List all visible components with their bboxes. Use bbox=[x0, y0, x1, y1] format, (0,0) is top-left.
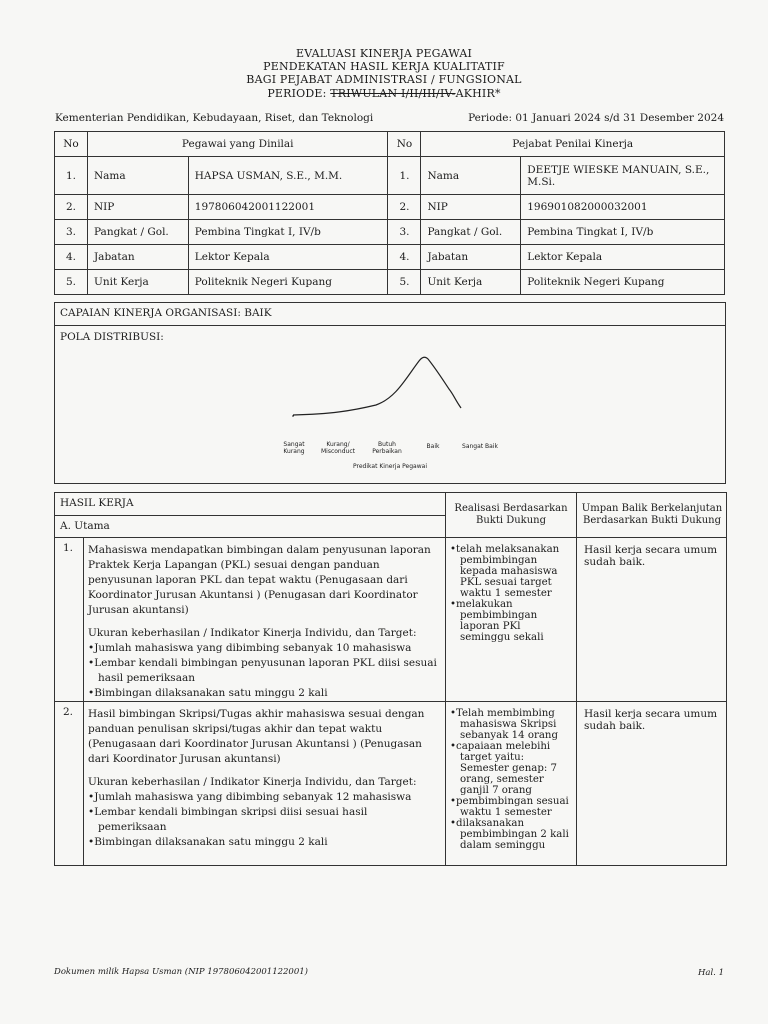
realisasi: • capaiaan melebihi target yaitu: Semester genap: 7 orang, semester ganjil 7 orang bbox=[450, 741, 572, 796]
item-description: Hasil bimbingan Skripsi/Tugas akhir mahasiswa sesuai dengan panduan penulisan skripsi/tugas akhir dan tepat waktu (Penugasaan dari Koordinator Jurusan Akuntansi ) (Penugasan dari Koordinator Jurusan akuntansi) bbox=[88, 708, 425, 765]
item-realisasi bbox=[450, 544, 572, 643]
pola-label: POLA DISTRIBUSI: bbox=[60, 331, 164, 343]
row-value-2: DEETJE WIESKE MANUAIN, S.E., M.Si. bbox=[521, 157, 725, 195]
item-ukuran: Ukuran keberhasilan / Indikator Kinerja Individu, dan Target: bbox=[88, 627, 417, 639]
realisasi: • melakukan pembimbingan laporan PKl seminggu sekali bbox=[450, 599, 572, 643]
col-pegawai: Pegawai yang Dinilai bbox=[87, 132, 388, 157]
item-no: 2. bbox=[63, 706, 74, 718]
capaian-label: CAPAIAN KINERJA ORGANISASI: BAIK bbox=[60, 307, 272, 319]
row-label: Jabatan bbox=[87, 245, 188, 270]
identity-table bbox=[54, 131, 725, 295]
period-range: Periode: 01 Januari 2024 s/d 31 Desember 2024 bbox=[468, 112, 724, 124]
table-row bbox=[55, 157, 725, 195]
realisasi: • pembimbingan sesuai waktu 1 semester bbox=[450, 796, 572, 818]
table-row bbox=[55, 245, 725, 270]
row-no: 5. bbox=[55, 270, 88, 295]
row-no-2: 3. bbox=[388, 220, 421, 245]
identity-header-row bbox=[55, 132, 725, 157]
item-description: Mahasiswa mendapatkan bimbingan dalam penyusunan laporan Praktek Kerja Lapangan (PKL) sesuai dengan panduan penyusunan laporan PKL dan tepat waktu (Penugasaan dari Koordinator Jurusan Akuntansi ) (Penugasan dari Koordinator Jurusan akuntansi) bbox=[88, 544, 431, 616]
col-divider bbox=[445, 493, 446, 865]
item-realisasi bbox=[450, 708, 572, 851]
ministry-name: Kementerian Pendidikan, Kebudayaan, Riset, dan Teknologi bbox=[55, 112, 374, 124]
hasil-kerja-title: HASIL KERJA bbox=[60, 497, 134, 509]
curve-label-sangat-baik: Sangat Baik bbox=[462, 443, 498, 450]
row-value-2: Pembina Tingkat I, IV/b bbox=[521, 220, 725, 245]
row-value: HAPSA USMAN, S.E., M.M. bbox=[188, 157, 388, 195]
row-no: 2. bbox=[55, 195, 88, 220]
row-value: Lektor Kepala bbox=[188, 245, 388, 270]
row-divider bbox=[445, 537, 726, 538]
target: • Bimbingan dilaksanakan satu minggu 2 kali bbox=[88, 835, 438, 850]
row-no: 3. bbox=[55, 220, 88, 245]
row-divider bbox=[55, 515, 445, 516]
doc-subtitle-2: BAGI PEJABAT ADMINISTRASI / FUNGSIONAL bbox=[246, 73, 522, 86]
item-targets bbox=[88, 790, 438, 850]
table-row bbox=[55, 270, 725, 295]
row-label: Pangkat / Gol. bbox=[87, 220, 188, 245]
item-no: 1. bbox=[63, 542, 74, 554]
row-label-2: Nama bbox=[421, 157, 521, 195]
curve-label-baik: Baik bbox=[426, 443, 440, 450]
row-value: Politeknik Negeri Kupang bbox=[188, 270, 388, 295]
periode-tail: AKHIR* bbox=[455, 87, 501, 100]
hasil-kerja-table bbox=[54, 492, 727, 866]
realisasi: • telah melaksanakan pembimbingan kepada mahasiswa PKL sesuai target waktu 1 semester bbox=[450, 544, 572, 599]
row-divider bbox=[55, 537, 445, 538]
item-targets bbox=[88, 641, 438, 701]
list-item bbox=[88, 543, 438, 701]
target: • Jumlah mahasiswa yang dibimbing sebanyak 12 mahasiswa bbox=[88, 790, 438, 805]
item-umpan-balik: Hasil kerja secara umum sudah baik. bbox=[584, 544, 718, 568]
table-row bbox=[55, 195, 725, 220]
curve-label-butuh-perbaikan: Butuh Perbaikan bbox=[372, 441, 402, 455]
org-performance-box bbox=[54, 302, 726, 484]
row-label-2: Jabatan bbox=[421, 245, 521, 270]
col-realisasi: Realisasi Berdasarkan Bukti Dukung bbox=[454, 503, 568, 526]
row-value-2: Lektor Kepala bbox=[521, 245, 725, 270]
target: • Bimbingan dilaksanakan satu minggu 2 kali bbox=[88, 686, 438, 701]
col-no-2: No bbox=[388, 132, 421, 157]
col-pejabat: Pejabat Penilai Kinerja bbox=[421, 132, 725, 157]
row-value: 197806042001122001 bbox=[188, 195, 388, 220]
footer-owner: Dokumen milik Hapsa Usman (NIP 197806042001122001) bbox=[54, 967, 308, 977]
curve-label-sangat-kurang: Sangat Kurang bbox=[283, 441, 305, 455]
row-no-2: 1. bbox=[388, 157, 421, 195]
row-no-2: 2. bbox=[388, 195, 421, 220]
row-label-2: Pangkat / Gol. bbox=[421, 220, 521, 245]
realisasi-list bbox=[450, 544, 572, 643]
periode-label: PERIODE: bbox=[267, 87, 331, 100]
target: • Lembar kendali bimbingan penyusunan laporan PKL diisi sesuai hasil pemeriksaan bbox=[88, 656, 438, 686]
realisasi: • dilaksanakan pembimbingan 2 kali dalam seminggu bbox=[450, 818, 572, 851]
footer-page: Hal. 1 bbox=[697, 968, 724, 978]
row-label: Unit Kerja bbox=[87, 270, 188, 295]
row-label-2: NIP bbox=[421, 195, 521, 220]
curve-label-kurang: Kurang/ Misconduct bbox=[320, 441, 355, 455]
item-ukuran: Ukuran keberhasilan / Indikator Kinerja Individu, dan Target: bbox=[88, 776, 417, 788]
row-value-2: Politeknik Negeri Kupang bbox=[521, 270, 725, 295]
list-item bbox=[88, 707, 438, 850]
row-value-2: 196901082000032001 bbox=[521, 195, 725, 220]
row-no: 1. bbox=[55, 157, 88, 195]
realisasi-list bbox=[450, 708, 572, 851]
doc-title: EVALUASI KINERJA PEGAWAI bbox=[295, 47, 473, 60]
section-utama: A. Utama bbox=[60, 520, 110, 532]
target: • Lembar kendali bimbingan skripsi diisi sesuai hasil pemeriksaan bbox=[88, 805, 438, 835]
realisasi: • Telah membimbing mahasiswa Skripsi sebanyak 14 orang bbox=[450, 708, 572, 741]
row-no: 4. bbox=[55, 245, 88, 270]
row-divider bbox=[55, 701, 726, 702]
col-umpan-balik: Umpan Balik Berkelanjutan Berdasarkan Bukti Dukung bbox=[581, 503, 723, 526]
row-value: Pembina Tingkat I, IV/b bbox=[188, 220, 388, 245]
doc-subtitle: PENDEKATAN HASIL KERJA KUALITATIF bbox=[263, 60, 505, 73]
col-divider bbox=[576, 493, 577, 865]
row-label-2: Unit Kerja bbox=[421, 270, 521, 295]
capaian-row bbox=[55, 303, 725, 326]
col-no: No bbox=[55, 132, 88, 157]
item-umpan-balik: Hasil kerja secara umum sudah baik. bbox=[584, 708, 718, 732]
row-no-2: 5. bbox=[388, 270, 421, 295]
periode-struck: TRIWULAN I/II/III/IV- bbox=[330, 87, 456, 100]
curve-caption: Predikat Kinerja Pegawai bbox=[353, 463, 427, 470]
row-label: NIP bbox=[87, 195, 188, 220]
col-divider bbox=[83, 537, 84, 865]
table-row bbox=[55, 220, 725, 245]
distribution-curve bbox=[291, 353, 477, 418]
periode-line bbox=[0, 87, 768, 100]
target: • Jumlah mahasiswa yang dibimbing sebanyak 10 mahasiswa bbox=[88, 641, 438, 656]
row-label: Nama bbox=[87, 157, 188, 195]
row-no-2: 4. bbox=[388, 245, 421, 270]
